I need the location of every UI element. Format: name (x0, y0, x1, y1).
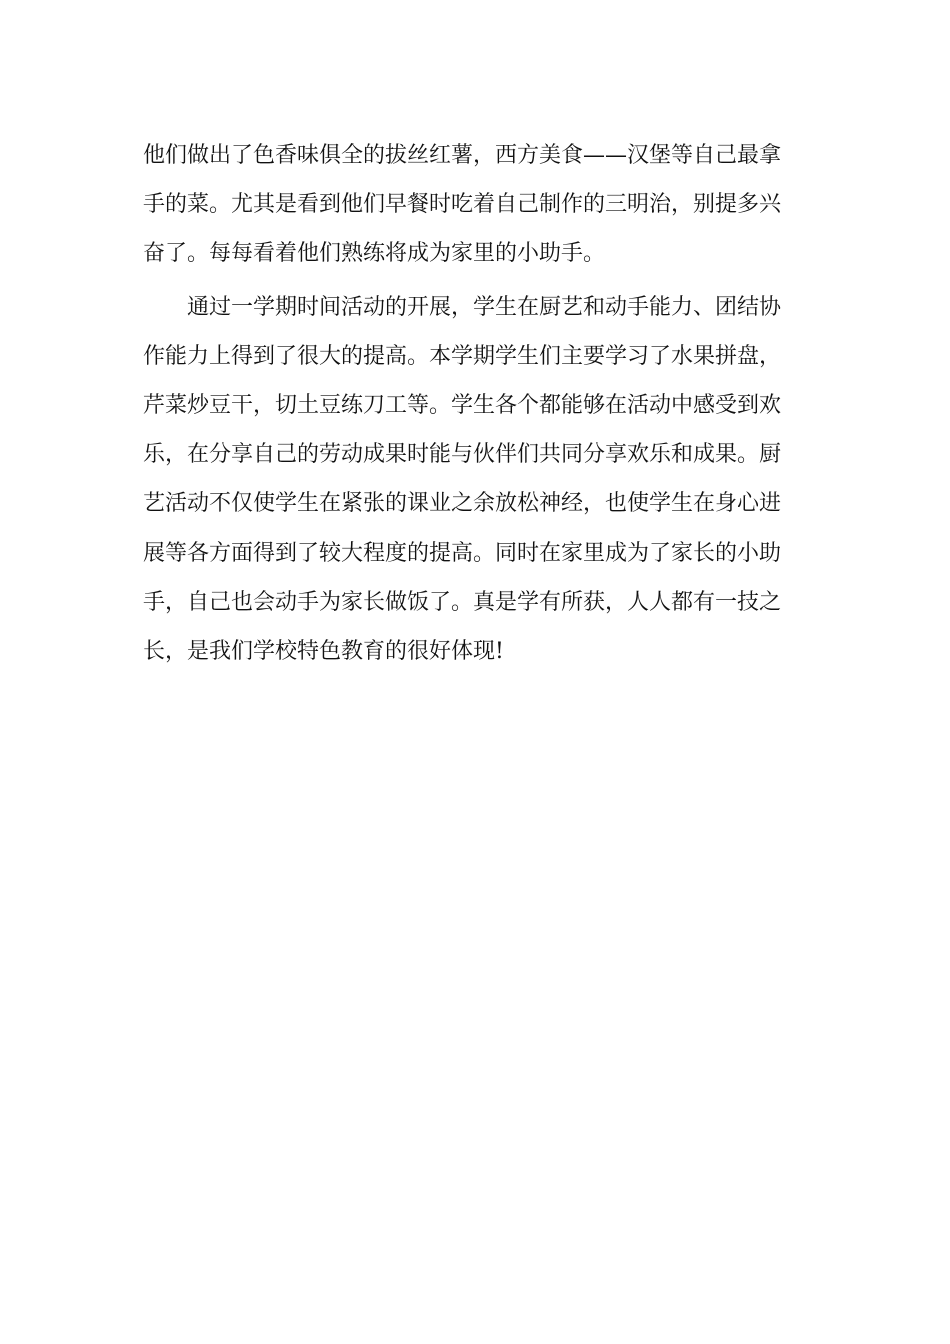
text-line: 展等各方面得到了较大程度的提高。同时在家里成为了家长的小助 (143, 540, 782, 566)
text-line: 芹菜炒豆干，切土豆练刀工等。学生各个都能够在活动中感受到欢 (143, 392, 782, 418)
text-line: 通过一学期时间活动的开展，学生在厨艺和动手能力、团结协 (187, 294, 782, 320)
text-line: 手，自己也会动手为家长做饭了。真是学有所获，人人都有一技之 (143, 589, 782, 615)
paragraph-2 (143, 283, 809, 677)
text-line: 奋了。每每看着他们熟练将成为家里的小助手。 (143, 241, 606, 267)
text-line: 艺活动不仅使学生在紧张的课业之余放松神经，也使学生在身心进 (143, 491, 782, 517)
text-line: 作能力上得到了很大的提高。本学期学生们主要学习了水果拼盘， (143, 343, 782, 369)
text-line: 手的菜。尤其是看到他们早餐时吃着自己制作的三明治，别提多兴 (143, 192, 782, 218)
text-line: 长，是我们学校特色教育的很好体现! (143, 638, 504, 664)
text-line: 乐，在分享自己的劳动成果时能与伙伴们共同分享欢乐和成果。厨 (143, 442, 782, 468)
document-body (143, 131, 809, 676)
text-line: 他们做出了色香味俱全的拔丝红薯，西方美食——汉堡等自己最拿 (143, 143, 782, 168)
paragraph-1 (143, 131, 809, 279)
